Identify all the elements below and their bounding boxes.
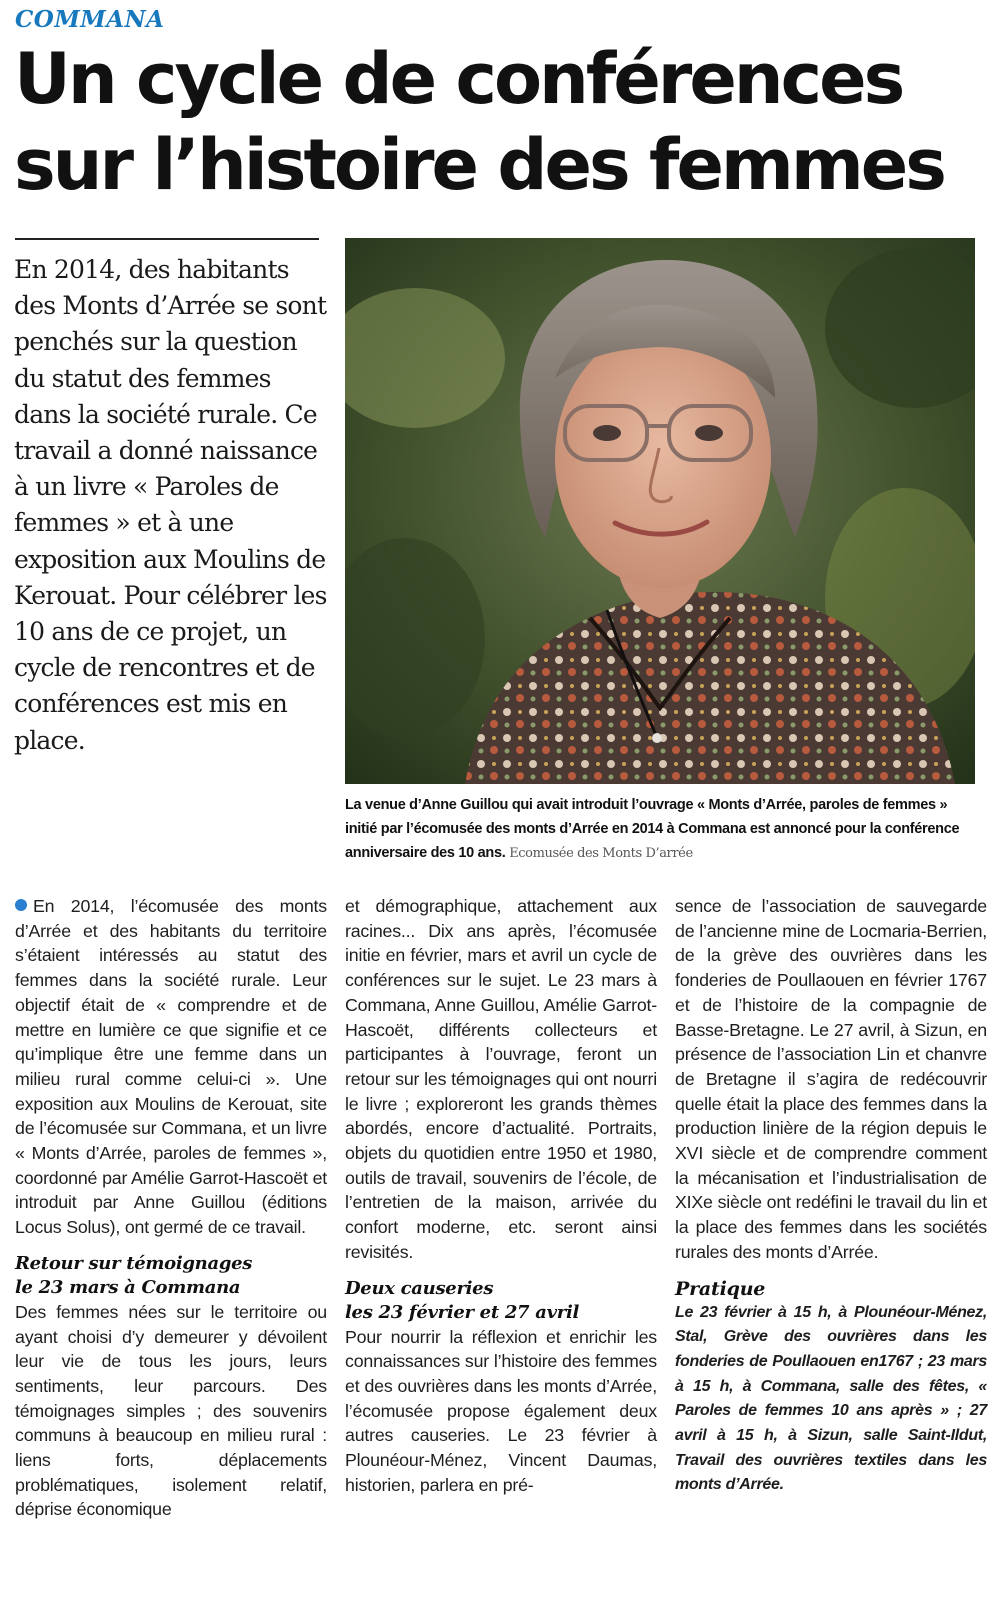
headline [14,36,974,208]
paragraph-text: En 2014, l’écomusée des monts d’Arrée et des habitants du territoire s’étaient intéressés au statut des femmes dans la société rurale. Leur objectif était de « comprendre et de mettre en lumière ce que signifie et ce qu’implique être une femme dans un milieu rural comme celui-ci ». Une exposition aux Moulins de Kerouat, site de l’écomusée sur Commana, et un livre « Monts d’Arrée, paroles de femmes », coordonné par Amélie Garrot-Hascoët et introduit par Anne Guillou (éditions Locus Solus), ont germé de ce travail. [15,896,327,1238]
portrait-photo [345,238,975,784]
subheading [345,1277,657,1325]
article-column-1 [15,894,327,1522]
article-paragraph [15,894,327,1240]
article-column-2 [345,894,657,1497]
pratique-text: Le 23 février à 15 h, à Plounéour-Ménez, Stal, Grève des ouvrières dans les fonderies de Poullaouen en1767 ; 23 mars à 15 h, à Commana, salle des fêtes, « Paroles de femmes 10 ans après » ; 27 avril à 15 h, à Sizun, salle Saint-Ildut, Travail des ouvrières textiles dans les monts d’Arrée. [675,1303,987,1494]
subheading-line-1: Retour sur témoignages [15,1252,253,1274]
subheading [15,1252,327,1300]
article-paragraph: Des femmes nées sur le territoire ou ayant choisi d’y demeurer y dévoilent leur vie de tous les jours, leurs sentiments, leur parcours. Des témoignages simples ; des souvenirs communs à beaucoup en milieu rural : liens forts, déplacements problématiques, isolement relatif, déprise économique [15,1301,327,1520]
section-kicker: COMMANA [15,6,165,33]
article-column-3 [675,894,987,1498]
headline-line-1: Un cycle de conférences [14,38,903,120]
article-paragraph: Pour nourrir la réflexion et enrichir les connaissances sur l’histoire des femmes et des ouvrières dans les monts d’Arrée, l’écomusée propose également deux autres causeries. Le 23 février à Plounéour-Ménez, Vincent Daumas, historien, parlera en pré- [345,1326,657,1495]
bullet-icon [15,899,27,911]
photo-caption-text: La venue d’Anne Guillou qui avait introduit l’ouvrage « Monts d’Arrée, paroles de femmes » initié par l’écomusée des monts d’Arrée en 2014 à Commana est annoncé pour la conférence anniversaire des 10 ans. [345,797,960,861]
pratique-heading: Pratique [675,1277,766,1300]
chapo: En 2014, des habitants des Monts d’Arrée se sont penchés sur la question du statut des femmes dans la société rurale. Ce travail a donné naissance à un livre « Paroles de femmes » et à une exposition aux Moulins de Kerouat. Pour célébrer les 10 ans de ce projet, un cycle de rencontres et de conférences est mis en place. [14,255,327,755]
article-paragraph: sence de l’association de sauvegarde de l’ancienne mine de Locmaria-Berrien, de la grève des ouvrières dans les fonderies de Poullaouen en février 1767 et de l’histoire de la compagnie de Basse-Bretagne. Le 27 avril, à Sizun, en présence de l’association Lin et chanvre de Bretagne il s’agira de redécouvrir quelle était la place des femmes dans la production linière de la région depuis le XVI siècle et de comprendre comment la mécanisation et l’industrialisation de XIXe siècle ont redéfini le travail du lin et la place des femmes dans les sociétés rurales des monts d’Arrée. [675,896,987,1262]
subheading-line-2: les 23 février et 27 avril [345,1301,580,1323]
subheading-line-2: le 23 mars à Commana [15,1276,241,1298]
chapo-rule [15,238,319,240]
subheading-line-1: Deux causeries [345,1277,494,1299]
photo-credit: Ecomusée des Monts D’arrée [509,846,693,861]
photo-caption [345,793,977,866]
headline-line-2: sur l’histoire des femmes [14,124,944,206]
article-paragraph: et démographique, attachement aux racines... Dix ans après, l’écomusée initie en février, mars et avril un cycle de conférences sur le sujet. Le 23 mars à Commana, Anne Guillou, Amélie Garrot-Hascoët, différents collecteurs et participantes à l’ouvrage, feront un retour sur les témoignages qui ont nourri le livre ; exploreront les grands thèmes abordés, encore d’actualité. Portraits, objets du quotidien entre 1950 et 1980, outils de travail, souvenirs de l’école, de l’entretien de la maison, arrivée du confort moderne, etc. seront ainsi revisités. [345,896,657,1262]
